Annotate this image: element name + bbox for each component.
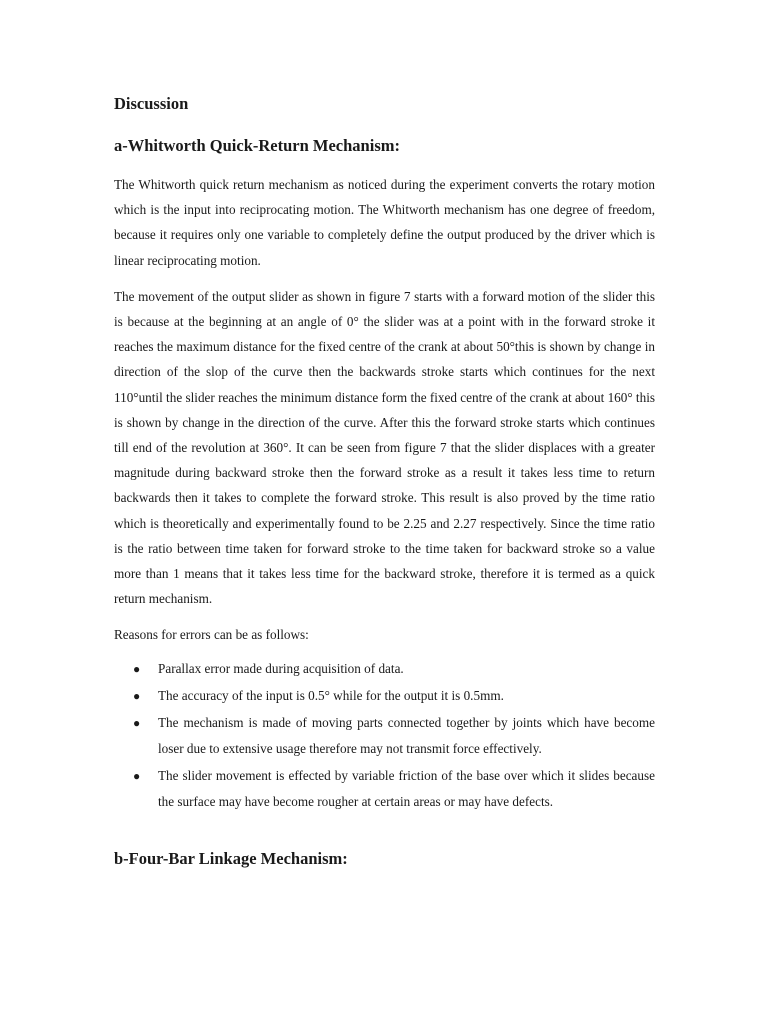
list-item-text: The slider movement is effected by variable friction of the base over which it slides because the surface may have become rougher at certain areas or may have defects. [158,767,655,809]
section-b-title: b-Four-Bar Linkage Mechanism: [114,848,348,868]
list-item [114,710,655,762]
paragraph-1: The Whitworth quick return mechanism as noticed during the experiment converts the rotary motion which is the input into reciprocating motion. The Whitworth mechanism has one degree of freedom, because it requires only one variable to completely define the output produced by the driver which is linear reciprocating motion. [114,177,655,268]
discussion-heading: Discussion [114,94,189,113]
reasons-intro: Reasons for errors can be as follows: [114,627,309,643]
bullet-icon: ● [133,715,141,730]
list-item-text: The mechanism is made of moving parts connected together by joints which have become loser due to extensive usage therefore may not transmit force effectively. [158,714,655,756]
list-item-text: Parallax error made during acquisition of data. [158,660,404,676]
list-item [114,656,655,682]
reasons-list [114,656,655,815]
document-page [114,90,655,885]
bullet-icon: ● [133,768,141,783]
paragraph-2: The movement of the output slider as shown in figure 7 starts with a forward motion of the slider this is because at the beginning at an angle of 0° the slider was at a point with in the forward stroke it reaches the maximum distance for the fixed centre of the crank at about 50°this is shown by change in direction of the slop of the curve then the backwards stroke starts which continues for the next 110°until the slider reaches the minimum distance form the fixed centre of the crank at about 160° this is shown by change in the direction of the curve. After this the forward stroke starts which continues till end of the revolution at 360°. It can be seen from figure 7 that the slider displaces with a greater magnitude during backward stroke then the forward stroke as a result it takes less time to return backwards then it takes to complete the forward stroke. This result is also proved by the time ratio which is theoretically and experimentally found to be 2.25 and 2.27 respectively. Since the time ratio is the ratio between time taken for forward stroke to the time taken for backward stroke so a value more than 1 means that it takes less time for the backward stroke, therefore it is termed as a quick return mechanism. [114,288,655,607]
bullet-icon: ● [133,661,141,676]
list-item-text: The accuracy of the input is 0.5° while for the output it is 0.5mm. [158,687,504,703]
list-item [114,763,655,815]
section-a-title: a-Whitworth Quick-Return Mechanism: [114,136,400,155]
list-item [114,683,655,709]
bullet-icon: ● [133,688,141,703]
